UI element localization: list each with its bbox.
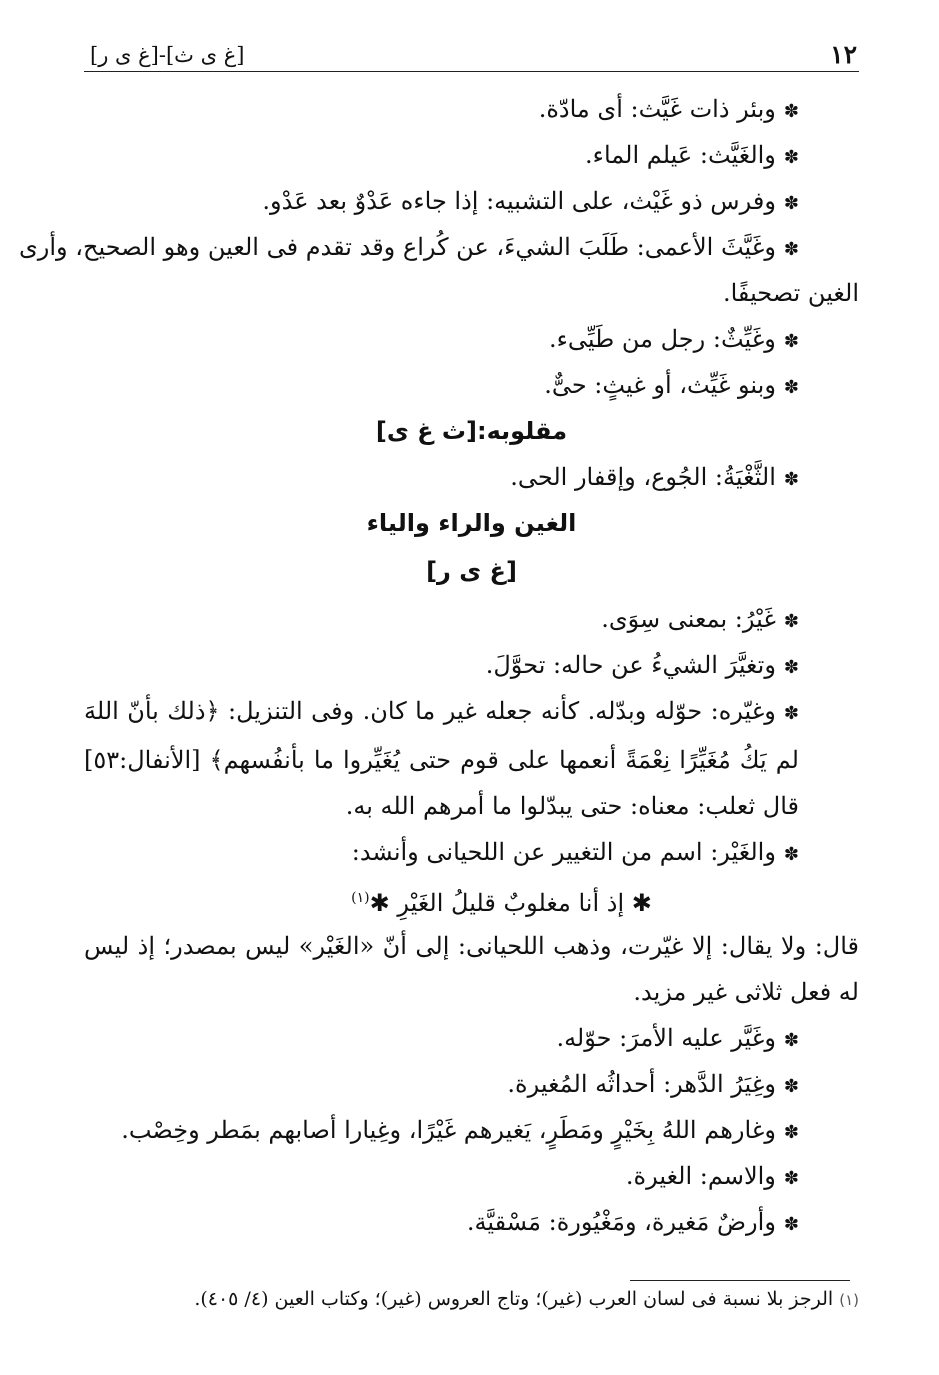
asterisk-icon: ✽ <box>783 1168 799 1189</box>
entry-paragraph <box>84 688 859 829</box>
asterisk-icon: ✽ <box>783 611 799 632</box>
entry-line <box>84 1061 859 1107</box>
entry-text: وفرس ذو غَيْث، على التشبيه: إذا جاءه عَدْوٌ بعد عَدْو. <box>262 187 776 215</box>
entry-line <box>84 132 859 178</box>
entry-line <box>84 1107 859 1153</box>
entry-text: وتغيَّرَ الشيءُ عن حاله: تحوَّلَ. <box>485 651 776 679</box>
entry-line <box>18 224 859 270</box>
page-header <box>84 38 859 72</box>
asterisk-icon: ✽ <box>783 1030 799 1051</box>
footnote <box>84 1284 859 1315</box>
asterisk-icon: ✽ <box>783 147 799 168</box>
entry-line <box>84 1153 859 1199</box>
entry-text: غَيْرُ: بمعنى سِوَى. <box>601 605 776 633</box>
entry-line <box>84 596 859 642</box>
asterisk-icon: ✽ <box>783 1214 799 1235</box>
entry-text: وبئر ذات غَيَّث: أى مادّة. <box>538 95 776 123</box>
entry-line <box>84 86 859 132</box>
entry-line <box>84 316 859 362</box>
entry-text: والغَيْر: اسم من التغيير عن اللحيانى وأنشد: <box>351 838 776 866</box>
entry-text: والاسم: الغيرة. <box>625 1162 776 1190</box>
asterisk-icon: ✽ <box>783 657 799 678</box>
page-body <box>18 86 860 1245</box>
header-root-range: [غ ى ث]-[غ ى ر] <box>90 42 245 67</box>
entry-paragraph: قال: ولا يقال: إلا غيّرت، وذهب اللحيانى: إلى أنّ «الغَيْر» ليس بمصدر؛ إذ ليس له فعل ثلاثى غير مزيد. <box>84 932 860 1006</box>
asterisk-icon: ✽ <box>783 239 799 260</box>
entry-text: والغَيَّث: عَيلم الماء. <box>585 141 776 169</box>
entry-text: الثَّغْيَةُ: الجُوع، وإقفار الحى. <box>510 463 776 491</box>
asterisk-icon: ✽ <box>783 844 799 865</box>
asterisk-icon: ✽ <box>783 101 799 122</box>
section-heading-root: [غ ى ر] <box>426 557 517 585</box>
asterisk-icon: ✽ <box>783 1076 799 1097</box>
entry-continuation: الغين تصحيفًا. <box>722 279 859 307</box>
poetry-verse <box>84 875 859 923</box>
entry-text: وبنو غَيِّث، أو غيثٍ: حىٌّ. <box>544 371 776 399</box>
entry-text: وغيّره: حوّله وبدّله. كأنه جعله غير ما كان. وفى التنزيل: ﴿ذلك بأنّ اللهَ لم يَكُ مُغَيِّرًا نِعْمَةً أنعمها على قوم حتى يُغَيِّروا ما بأنفُسهم﴾ [الأنفال:٥٣] قال ثعلب: معناه: حتى يبدّلوا ما أمرهم الله به. <box>84 697 799 820</box>
verse-star-icon: ✱ <box>631 889 652 917</box>
entry-text: وغارهم اللهُ بِخَيْرٍ ومَطَرٍ، يَغيرهم غَيْرًا، وغِيارا أصابهم بمَطر وخِصْب. <box>121 1116 776 1144</box>
entry-line <box>84 1199 859 1245</box>
page-number: ١٢ <box>830 40 857 69</box>
section-heading-maqlub: مقلوبه:[ث غ ى] <box>375 417 568 445</box>
entry-line <box>84 1015 859 1061</box>
entry-text: وغَيِّثٌ: رجل من طَيِّىء. <box>548 325 776 353</box>
verse-text: إذ أنا مغلوبٌ قليلُ الغَيْرِ <box>397 889 625 917</box>
footnote-text: الرجز بلا نسبة فى لسان العرب (غير)؛ وتاج العروس (غير)؛ وكتاب العين (٤/ ٤٠٥). <box>194 1288 834 1310</box>
asterisk-icon: ✽ <box>783 1122 799 1143</box>
entry-line <box>84 454 859 500</box>
entry-text: وغِيَرُ الدَّهر: أحداثُه المُغيرة. <box>507 1070 776 1098</box>
verse-star-icon: ✱ <box>369 889 390 917</box>
entry-line <box>84 178 859 224</box>
entry-text: وغَيَّثَ الأعمى: طَلَبَ الشيءَ، عن كُراع وقد تقدم فى العين وهو الصحيح، وأرى <box>18 233 776 261</box>
entry-line <box>84 829 859 875</box>
entry-line <box>84 362 859 408</box>
asterisk-icon: ✽ <box>783 469 799 490</box>
entry-line <box>84 642 859 688</box>
section-heading-letters: الغين والراء والياء <box>366 509 577 537</box>
footnote-divider <box>630 1280 850 1281</box>
entry-text: وغَيَّر عليه الأمرَ: حوّله. <box>556 1024 776 1052</box>
footnote-mark: (١) <box>839 1291 859 1309</box>
asterisk-icon: ✽ <box>783 703 799 724</box>
asterisk-icon: ✽ <box>783 331 799 352</box>
asterisk-icon: ✽ <box>783 377 799 398</box>
footnote-reference: (١) <box>351 890 370 906</box>
asterisk-icon: ✽ <box>783 193 799 214</box>
entry-text: وأرضٌ مَغيرة، ومَغْيُورة: مَسْقيَّة. <box>466 1208 776 1236</box>
